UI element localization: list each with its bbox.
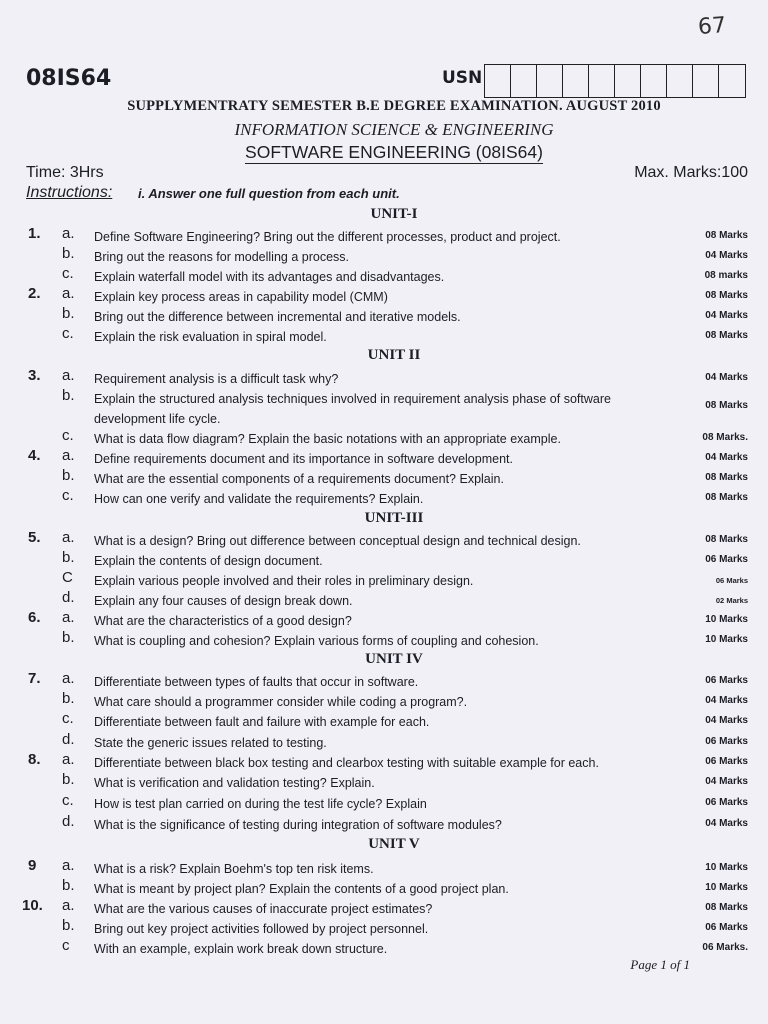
question-text: What is data flow diagram? Explain the basic notations with an appropriate example. (94, 432, 561, 446)
question-row (0, 428, 768, 448)
question-row (0, 630, 768, 650)
question-text-continued: development life cycle. (94, 412, 221, 426)
question-text: Bring out the difference between incremental and iterative models. (94, 310, 461, 324)
page-footer: Page 1 of 1 (630, 957, 690, 972)
marks: 04 Marks (705, 818, 748, 829)
usn-box (485, 65, 511, 97)
sub-label: c (62, 937, 70, 954)
paper-code: 08IS64 (26, 66, 112, 91)
sub-label: b. (62, 549, 75, 566)
usn-box (719, 65, 745, 97)
question-number: 1. (28, 225, 41, 242)
marks: 06 Marks (705, 554, 748, 565)
question-row (0, 938, 768, 958)
sub-label: a. (62, 225, 75, 242)
sub-label: c. (62, 792, 74, 809)
marks: 04 Marks (705, 452, 748, 463)
question-row (0, 266, 768, 286)
question-text: How can one verify and validate the requirements? Explain. (94, 492, 424, 506)
marks: 08 marks (704, 270, 748, 281)
sub-label: a. (62, 857, 75, 874)
question-row (0, 468, 768, 488)
sub-label: C (62, 569, 73, 586)
marks: 06 Marks (705, 736, 748, 747)
marks: 10 Marks (705, 882, 748, 893)
sub-label: a. (62, 447, 75, 464)
question-row (0, 246, 768, 266)
unit-heading: UNIT V (368, 836, 420, 852)
question-number: 4. (28, 447, 41, 464)
question-row (0, 448, 768, 468)
question-number: 10. (22, 897, 43, 914)
question-row (0, 570, 768, 590)
sub-label: c. (62, 487, 74, 504)
sub-label: b. (62, 245, 75, 262)
sub-label: b. (62, 877, 75, 894)
question-text: State the generic issues related to testing. (94, 736, 327, 750)
question-text: Define Software Engineering? Bring out the different processes, product and project. (94, 230, 561, 244)
usn-box (615, 65, 641, 97)
sub-label: a. (62, 367, 75, 384)
question-row (0, 306, 768, 326)
question-row (0, 898, 768, 918)
usn-box (537, 65, 563, 97)
sub-label: b. (62, 629, 75, 646)
marks: 06 Marks (715, 576, 748, 585)
marks: 06 Marks (705, 756, 748, 767)
sub-label: a. (62, 285, 75, 302)
marks: 08 Marks (705, 400, 748, 411)
question-row (0, 918, 768, 938)
question-text: What is a design? Bring out difference between conceptual design and technical design. (94, 534, 581, 548)
question-number: 8. (28, 751, 41, 768)
question-text: What care should a programmer consider while coding a program?. (94, 695, 468, 709)
unit-heading: UNIT-III (364, 510, 424, 526)
sub-label: b. (62, 690, 75, 707)
question-number: 9 (28, 857, 37, 874)
question-text: What are the essential components of a requirements document? Explain. (94, 472, 504, 486)
question-text: Explain the contents of design document. (94, 554, 323, 568)
unit-heading: UNIT II (367, 347, 421, 363)
sub-label: a. (62, 670, 75, 687)
question-row (0, 590, 768, 610)
marks: 10 Marks (705, 634, 748, 645)
question-row (0, 610, 768, 630)
sub-label: b. (62, 305, 75, 322)
question-text: What is the significance of testing during integration of software modules? (94, 818, 502, 832)
usn-box (511, 65, 537, 97)
question-number: 6. (28, 609, 41, 626)
question-text: What are the characteristics of a good design? (94, 614, 352, 628)
marks: 04 Marks (705, 715, 748, 726)
sub-label: a. (62, 751, 75, 768)
max-marks-label: Max. Marks:100 (634, 164, 748, 181)
question-row (0, 286, 768, 306)
marks: 06 Marks. (702, 942, 748, 953)
marks: 06 Marks (705, 922, 748, 933)
sub-label: b. (62, 467, 75, 484)
time-label: Time: 3Hrs (26, 164, 104, 181)
question-row (0, 226, 768, 246)
marks: 04 Marks (705, 372, 748, 383)
sub-label: c. (62, 427, 74, 444)
sub-label: c. (62, 265, 74, 282)
question-number: 5. (28, 529, 41, 546)
marks: 04 Marks (705, 310, 748, 321)
question-row (0, 711, 768, 731)
question-text: Explain any four causes of design break down. (94, 594, 353, 608)
question-number: 2. (28, 285, 41, 302)
question-text: Explain the structured analysis techniques involved in requirement analysis phase of software (94, 392, 611, 406)
question-row (0, 326, 768, 346)
question-text: What are the various causes of inaccurate project estimates? (94, 902, 433, 916)
instructions-text: i. Answer one full question from each unit. (138, 186, 400, 201)
sub-label: b. (62, 771, 75, 788)
question-text: With an example, explain work break down structure. (94, 942, 388, 956)
question-row (0, 752, 768, 772)
question-row (0, 488, 768, 508)
question-text: Explain various people involved and their roles in preliminary design. (94, 574, 474, 588)
usn-box (667, 65, 693, 97)
usn-label: USN (442, 68, 483, 88)
marks: 08 Marks (705, 330, 748, 341)
usn-box (641, 65, 667, 97)
question-row (0, 814, 768, 834)
question-text: Define requirements document and its importance in software development. (94, 452, 513, 466)
marks: 04 Marks (705, 695, 748, 706)
question-text: Differentiate between black box testing and clearbox testing with suitable example for each. (94, 756, 599, 770)
question-row (0, 793, 768, 813)
marks: 08 Marks (705, 290, 748, 301)
marks: 02 Marks (715, 596, 748, 605)
question-text: Explain the risk evaluation in spiral model. (94, 330, 327, 344)
sub-label: b. (62, 387, 75, 404)
question-text: What is verification and validation testing? Explain. (94, 776, 375, 790)
sub-label: a. (62, 529, 75, 546)
exam-title: SUPPLYMENTRATY SEMESTER B.E DEGREE EXAMINATION. AUGUST 2010 (127, 98, 661, 114)
marks: 06 Marks (705, 675, 748, 686)
marks: 04 Marks (705, 776, 748, 787)
marks: 08 Marks (705, 492, 748, 503)
question-text: How is test plan carried on during the test life cycle? Explain (94, 797, 427, 811)
sub-label: a. (62, 609, 75, 626)
question-number: 3. (28, 367, 41, 384)
question-text: What is coupling and cohesion? Explain various forms of coupling and cohesion. (94, 634, 539, 648)
sub-label: b. (62, 917, 75, 934)
instructions-label: Instructions: (26, 184, 113, 201)
sub-label: d. (62, 813, 75, 830)
sub-label: d. (62, 589, 75, 606)
question-text: Requirement analysis is a difficult task why? (94, 372, 339, 386)
question-text: Bring out key project activities followed by project personnel. (94, 922, 429, 936)
usn-box (563, 65, 589, 97)
question-row (0, 858, 768, 878)
branch-title: INFORMATION SCIENCE & ENGINEERING (234, 120, 554, 139)
sub-label: c. (62, 710, 74, 727)
sub-label: c. (62, 325, 74, 342)
question-text: What is meant by project plan? Explain the contents of a good project plan. (94, 882, 509, 896)
usn-boxes (484, 64, 746, 98)
question-row (0, 671, 768, 691)
marks: 04 Marks (705, 250, 748, 261)
question-text: Differentiate between fault and failure with example for each. (94, 715, 430, 729)
question-row (0, 878, 768, 898)
marks: 06 Marks (705, 797, 748, 808)
question-text: Differentiate between types of faults that occur in software. (94, 675, 419, 689)
unit-heading: UNIT-I (370, 206, 418, 222)
subject-title: SOFTWARE ENGINEERING (08IS64) (245, 142, 543, 162)
question-row (0, 772, 768, 792)
usn-box (589, 65, 615, 97)
question-row (0, 388, 768, 428)
question-text: Bring out the reasons for modelling a process. (94, 250, 349, 264)
handwritten-page-number: 67 (697, 13, 727, 40)
question-row (0, 530, 768, 550)
marks: 08 Marks (705, 472, 748, 483)
marks: 08 Marks (705, 230, 748, 241)
question-row (0, 691, 768, 711)
usn-box (693, 65, 719, 97)
marks: 08 Marks (705, 534, 748, 545)
sub-label: a. (62, 897, 75, 914)
marks: 10 Marks (705, 862, 748, 873)
sub-label: d. (62, 731, 75, 748)
question-number: 7. (28, 670, 41, 687)
marks: 08 Marks. (702, 432, 748, 443)
unit-heading: UNIT IV (365, 651, 423, 667)
question-row (0, 732, 768, 752)
marks: 10 Marks (705, 614, 748, 625)
question-text: Explain waterfall model with its advantages and disadvantages. (94, 270, 445, 284)
marks: 08 Marks (705, 902, 748, 913)
question-row (0, 550, 768, 570)
question-text: Explain key process areas in capability model (CMM) (94, 290, 388, 304)
question-text: What is a risk? Explain Boehm's top ten risk items. (94, 862, 374, 876)
question-row (0, 368, 768, 388)
